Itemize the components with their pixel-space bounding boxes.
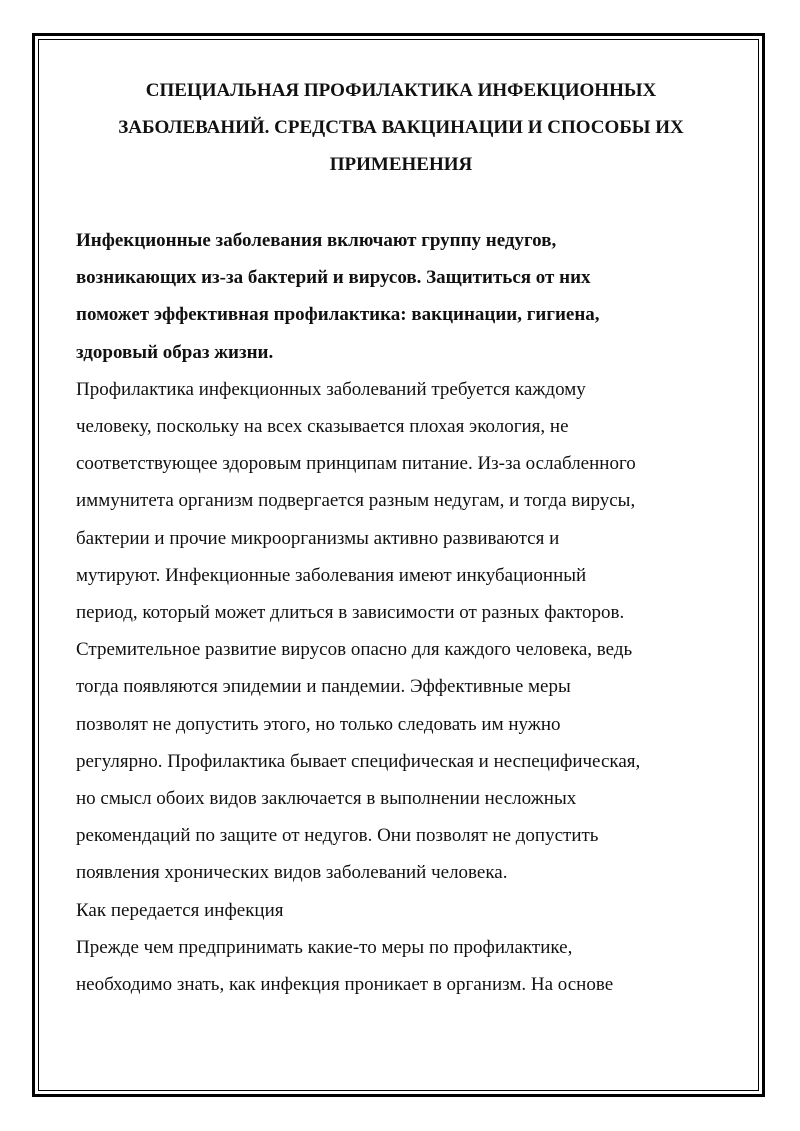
text-line: Прежде чем предпринимать какие-то меры по профилактике, (76, 936, 573, 958)
text-line: период, который может длиться в зависимости от разных факторов. (76, 602, 625, 624)
text-line: но смысл обоих видов заключается в выполнении несложных (76, 788, 577, 810)
text-line: бактерии и прочие микроорганизмы активно развиваются и (76, 527, 560, 549)
lead-line: Инфекционные заболевания включают группу недугов, (76, 230, 557, 251)
text-line: появления хронических видов заболеваний человека. (76, 862, 508, 884)
section-heading-text: Как передается инфекция (76, 899, 284, 921)
lead-line: поможет эффективная профилактика: вакцинации, гигиена, (76, 304, 600, 326)
document-body (76, 72, 726, 1003)
text-line: регулярно. Профилактика бывает специфическая и неспецифическая, (76, 750, 641, 772)
lead-paragraph (76, 222, 726, 371)
body-paragraph-2 (76, 929, 726, 1003)
text-line: Профилактика инфекционных заболеваний требуется каждому (76, 378, 586, 400)
body-paragraph-1 (76, 371, 726, 892)
text-line: необходимо знать, как инфекция проникает в организм. На основе (76, 974, 614, 996)
lead-line: возникающих из-за бактерий и вирусов. Защититься от них (76, 267, 591, 289)
text-line: человеку, поскольку на всех сказывается плохая экология, не (76, 416, 569, 438)
text-line: мутируют. Инфекционные заболевания имеют инкубационный (76, 564, 587, 586)
text-line: рекомендаций по защите от недугов. Они позволят не допустить (76, 825, 599, 847)
document-title (76, 72, 726, 183)
title-line-3: ПРИМЕНЕНИЯ (329, 154, 473, 175)
text-line: соответствующее здоровым принципам питание. Из-за ослабленного (76, 453, 636, 475)
text-line: позволят не допустить этого, но только следовать им нужно (76, 713, 561, 735)
text-line: иммунитета организм подвергается разным недугам, и тогда вирусы, (76, 490, 636, 512)
text-line: Стремительное развитие вирусов опасно для каждого человека, ведь (76, 639, 633, 661)
lead-line: здоровый образ жизни. (76, 341, 274, 363)
title-line-2: ЗАБОЛЕВАНИЙ. СРЕДСТВА ВАКЦИНАЦИИ И СПОСОБЫ ИХ (118, 117, 684, 138)
section-heading (76, 892, 726, 929)
title-line-1: СПЕЦИАЛЬНАЯ ПРОФИЛАКТИКА ИНФЕКЦИОННЫХ (145, 80, 657, 101)
text-line: тогда появляются эпидемии и пандемии. Эффективные меры (76, 676, 571, 698)
